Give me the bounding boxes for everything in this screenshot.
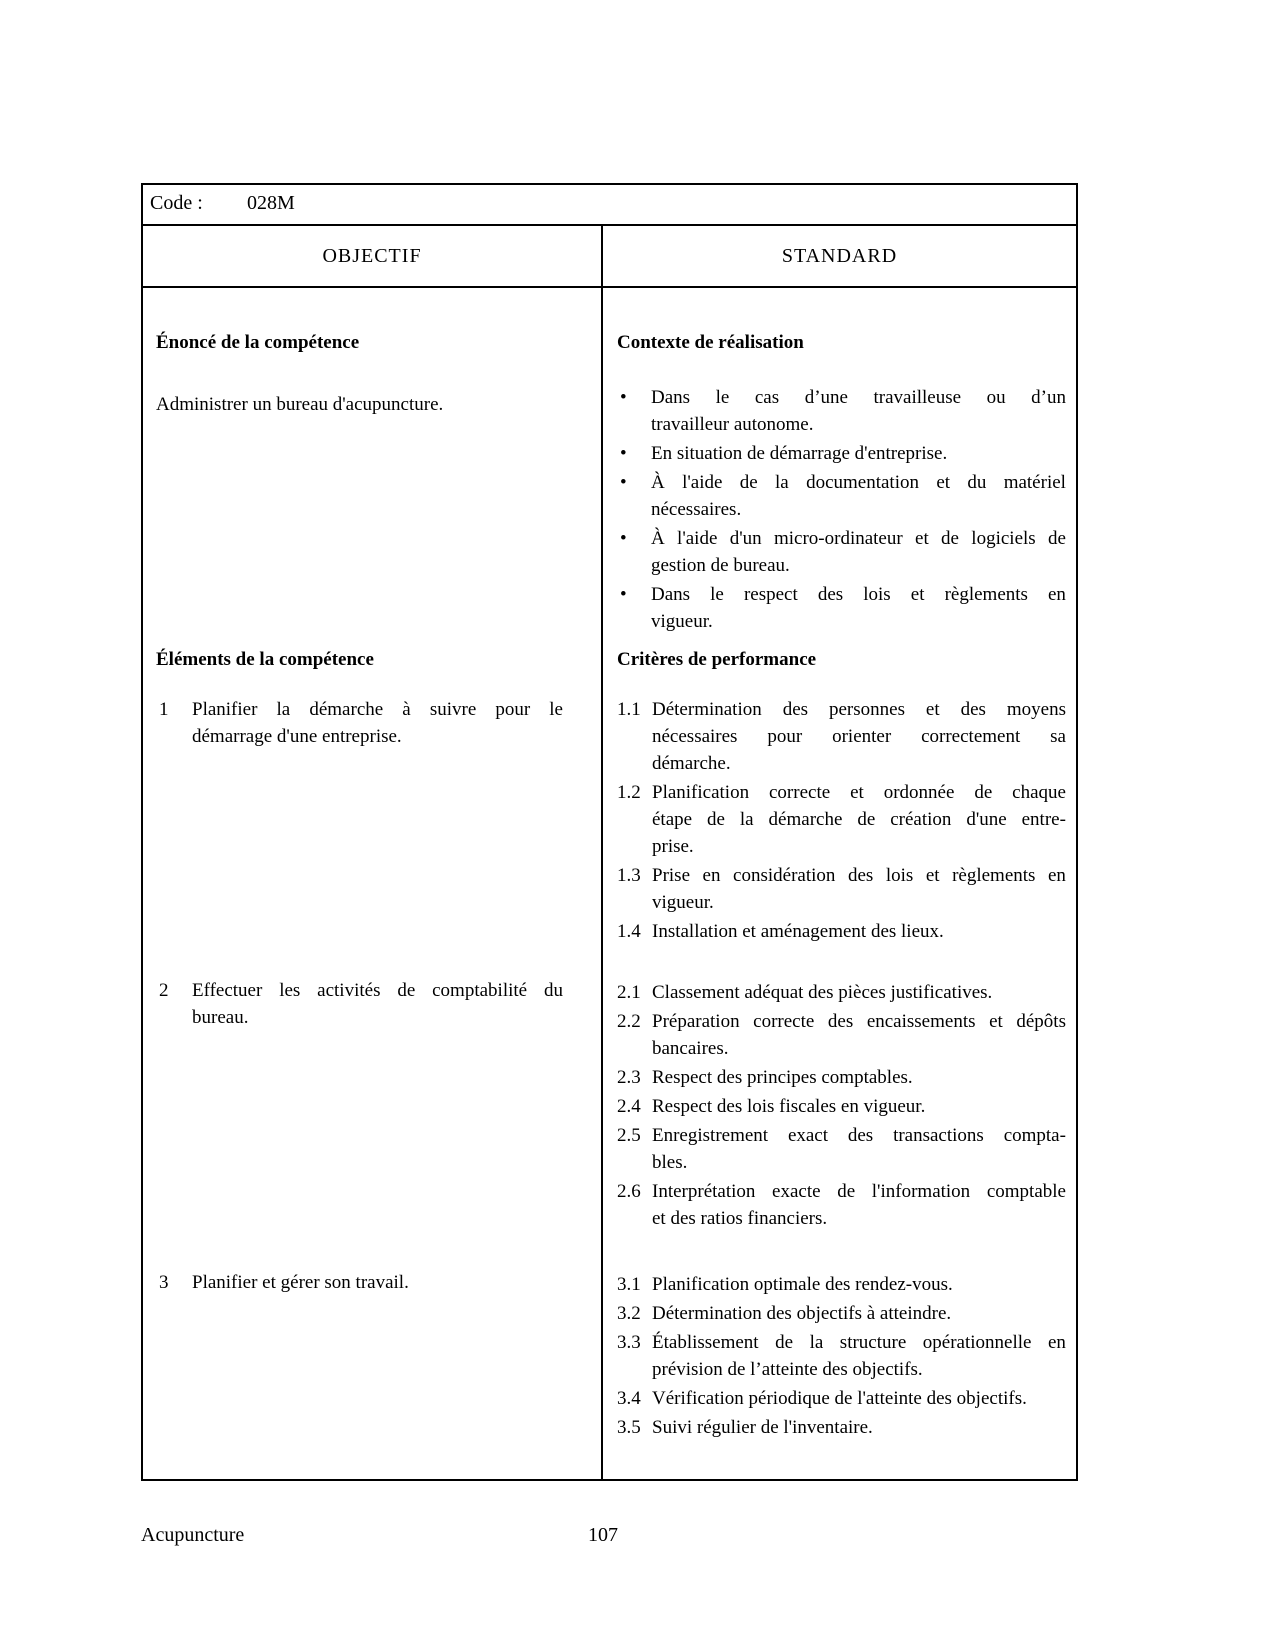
criteria-number: 2.1 <box>617 982 641 1003</box>
code-row <box>143 185 1076 226</box>
criteria-number: 3.5 <box>617 1417 641 1438</box>
criteria-number: 3.2 <box>617 1303 641 1324</box>
criteria-text: Respect des principes comptables. <box>652 1067 913 1088</box>
bullet-text: En situation de démarrage d'entreprise. <box>651 443 948 464</box>
objectif-column-header: OBJECTIF <box>143 226 603 286</box>
criteria-group-3 <box>617 1271 1066 1443</box>
contexte-bullet-list <box>620 384 1066 637</box>
criteria-text: Vérification périodique de l'atteinte des objectifs. <box>652 1388 1027 1409</box>
element-text: Planifier et gérer son travail. <box>192 1272 409 1293</box>
criteria-number: 1.2 <box>617 782 641 803</box>
bullet-text: À l'aide de la documentation et du matériel nécessaires. <box>651 472 1066 520</box>
bullet-item <box>620 469 1066 523</box>
bullet-icon: • <box>620 472 627 493</box>
criteria-number: 1.1 <box>617 699 641 720</box>
bullet-text: Dans le respect des lois et règlements en vigueur. <box>651 584 1066 632</box>
criteria-text: Interprétation exacte de l'information comptable et des ratios financiers. <box>652 1181 1066 1229</box>
criteria-item <box>617 1414 1066 1441</box>
criteria-item <box>617 1008 1066 1062</box>
criteria-number: 2.6 <box>617 1181 641 1202</box>
element-number: 1 <box>159 699 169 720</box>
criteria-text: Planification optimale des rendez-vous. <box>652 1274 953 1295</box>
criteria-number: 1.3 <box>617 865 641 886</box>
bullet-icon: • <box>620 443 627 464</box>
code-value: 028M <box>247 192 295 214</box>
elements-heading: Éléments de la compétence <box>156 649 374 670</box>
criteria-item <box>617 918 1066 945</box>
criteria-number: 3.3 <box>617 1332 641 1353</box>
element-number: 3 <box>159 1272 169 1293</box>
criteria-item <box>617 1271 1066 1298</box>
criteria-text: Suivi régulier de l'inventaire. <box>652 1417 873 1438</box>
element-number: 2 <box>159 980 169 1001</box>
criteria-number: 2.2 <box>617 1011 641 1032</box>
bullet-icon: • <box>620 528 627 549</box>
bullet-item <box>620 581 1066 635</box>
element-item <box>159 977 563 1031</box>
bullet-text: Dans le cas d’une travailleuse ou d’un travailleur autonome. <box>651 387 1066 435</box>
bullet-item <box>620 384 1066 438</box>
bullet-text: À l'aide d'un micro-ordinateur et de logiciels de gestion de bureau. <box>651 528 1066 576</box>
criteria-item <box>617 779 1066 860</box>
criteria-text: Prise en considération des lois et règlements en vigueur. <box>652 865 1066 913</box>
criteria-text: Détermination des personnes et des moyens nécessaires pour orienter correctement sa démarche. <box>652 699 1066 774</box>
criteria-text: Préparation correcte des encaissements et dépôts bancaires. <box>652 1011 1066 1059</box>
criteria-number: 2.5 <box>617 1125 641 1146</box>
footer-module-name: Acupuncture <box>141 1524 245 1546</box>
objectif-cell <box>143 288 603 1479</box>
criteria-text: Installation et aménagement des lieux. <box>652 921 944 942</box>
criteria-group-1 <box>617 696 1066 947</box>
column-headers-row <box>143 226 1076 288</box>
criteria-number: 3.4 <box>617 1388 641 1409</box>
element-item <box>159 1269 563 1296</box>
table-body-row <box>143 288 1076 1479</box>
criteres-heading: Critères de performance <box>617 649 817 670</box>
criteria-number: 2.3 <box>617 1067 641 1088</box>
criteria-text: Détermination des objectifs à atteindre. <box>652 1303 952 1324</box>
criteria-item <box>617 979 1066 1006</box>
enonce-heading: Énoncé de la compétence <box>156 332 360 353</box>
criteria-number: 3.1 <box>617 1274 641 1295</box>
element-text: Planifier la démarche à suivre pour le démarrage d'une entreprise. <box>192 699 563 747</box>
footer-page-number: 107 <box>588 1524 618 1546</box>
criteria-item <box>617 696 1066 777</box>
criteria-item <box>617 1122 1066 1176</box>
bullet-item <box>620 525 1066 579</box>
criteria-text: Respect des lois fiscales en vigueur. <box>652 1096 926 1117</box>
criteria-item <box>617 1300 1066 1327</box>
criteria-item <box>617 1064 1066 1091</box>
criteria-group-2 <box>617 979 1066 1234</box>
criteria-text: Planification correcte et ordonnée de chaque étape de la démarche de création d'une entre- prise. <box>652 782 1066 857</box>
criteria-text: Établissement de la structure opérationnelle en prévision de l’atteinte des objectifs. <box>652 1332 1066 1380</box>
criteria-item <box>617 1329 1066 1383</box>
competency-table <box>141 183 1078 1481</box>
enonce-text: Administrer un bureau d'acupuncture. <box>156 394 444 415</box>
criteria-text: Enregistrement exact des transactions compta- bles. <box>652 1125 1066 1173</box>
criteria-number: 1.4 <box>617 921 641 942</box>
element-text: Effectuer les activités de comptabilité du bureau. <box>192 980 563 1028</box>
contexte-heading: Contexte de réalisation <box>617 332 804 353</box>
criteria-item <box>617 1093 1066 1120</box>
element-item <box>159 696 563 750</box>
criteria-text: Classement adéquat des pièces justificatives. <box>652 982 993 1003</box>
code-label: Code : <box>150 192 203 214</box>
standard-cell <box>603 288 1076 1479</box>
criteria-number: 2.4 <box>617 1096 641 1117</box>
criteria-item <box>617 1178 1066 1232</box>
criteria-item <box>617 1385 1066 1412</box>
criteria-item <box>617 862 1066 916</box>
bullet-icon: • <box>620 584 627 605</box>
standard-column-header: STANDARD <box>781 244 898 267</box>
bullet-icon: • <box>620 387 627 408</box>
bullet-item <box>620 440 1066 467</box>
